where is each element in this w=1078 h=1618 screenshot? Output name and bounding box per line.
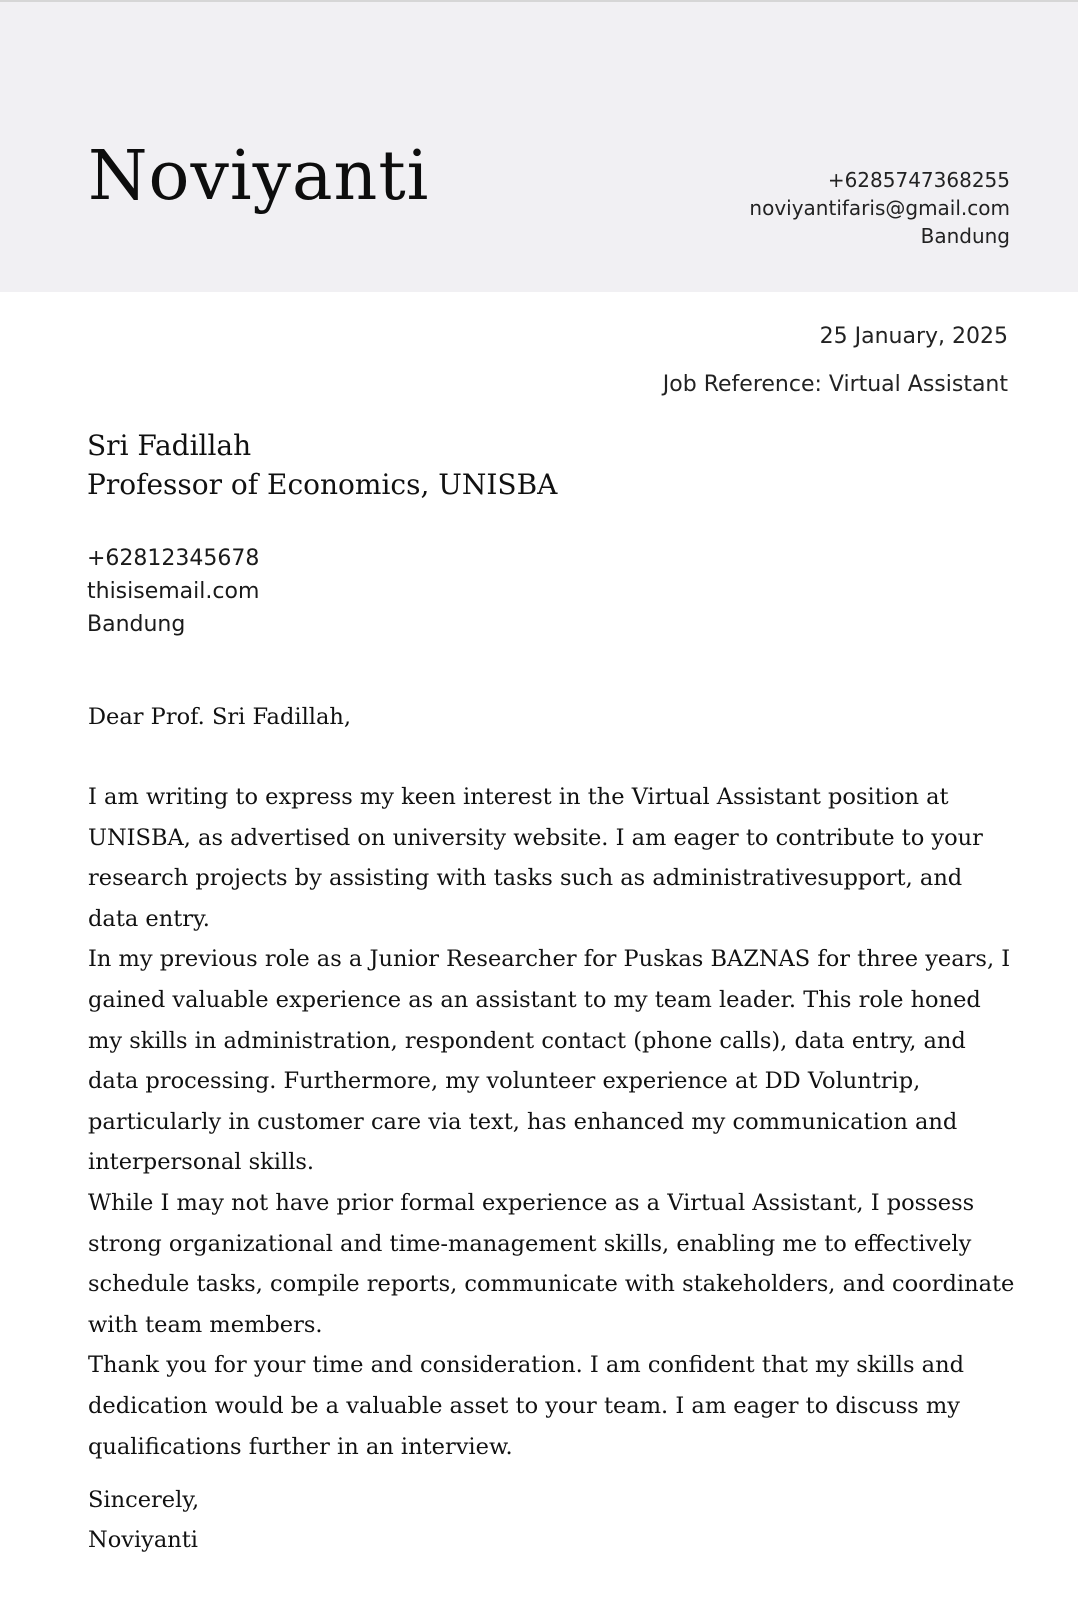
recipient-phone: +62812345678	[87, 546, 260, 571]
sender-city: Bandung	[920, 224, 1010, 248]
paragraph-4: Thank you for your time and consideration. I am confident that my skills and dedication would be a valuable asset to your team. I am eager to discuss my qualifications further in an interview.	[88, 1352, 964, 1460]
letter-body	[88, 697, 1018, 1560]
letter-date: 25 January, 2025	[819, 324, 1008, 349]
recipient-block	[87, 426, 557, 504]
sender-name: Noviyanti	[88, 137, 430, 216]
paragraph-2: In my previous role as a Junior Researcher for Puskas BAZNAS for three years, I gained valuable experience as an assistant to my team leader. This role honed my skills in administration, respondent contact (phone calls), data entry, and data processing. Furthermore, my volunteer experience at DD Voluntrip, particularly in customer care via text, has enhanced my communication and interpersonal skills.	[88, 946, 1011, 1176]
sender-email: noviyantifaris@gmail.com	[749, 196, 1010, 220]
job-reference: Job Reference: Virtual Assistant	[662, 372, 1008, 397]
salutation: Dear Prof. Sri Fadillah,	[88, 704, 352, 730]
sender-phone: +6285747368255	[827, 168, 1010, 192]
paragraph-3: While I may not have prior formal experience as a Virtual Assistant, I possess strong organizational and time-management skills, enabling me to effectively schedule tasks, compile reports, communicate with stakeholders, and coordinate with team members.	[88, 1189, 1015, 1338]
recipient-title: Professor of Economics, UNISBA	[87, 468, 558, 501]
sender-contact	[749, 166, 1010, 250]
closing: Sincerely,	[88, 1487, 200, 1514]
letter-header	[0, 2, 1078, 292]
signature: Noviyanti	[88, 1527, 198, 1554]
closing-block	[88, 1480, 1018, 1560]
paragraph-1: I am writing to express my keen interest in the Virtual Assistant position at UNISBA, as advertised on university website. I am eager to contribute to your research projects by assisting with tasks such as administrativesupport, and data entry.	[88, 784, 983, 932]
letter-meta	[663, 320, 1008, 402]
recipient-name: Sri Fadillah	[87, 429, 252, 462]
recipient-city: Bandung	[87, 612, 186, 637]
recipient-email: thisisemail.com	[87, 579, 260, 604]
recipient-contact	[87, 542, 259, 641]
